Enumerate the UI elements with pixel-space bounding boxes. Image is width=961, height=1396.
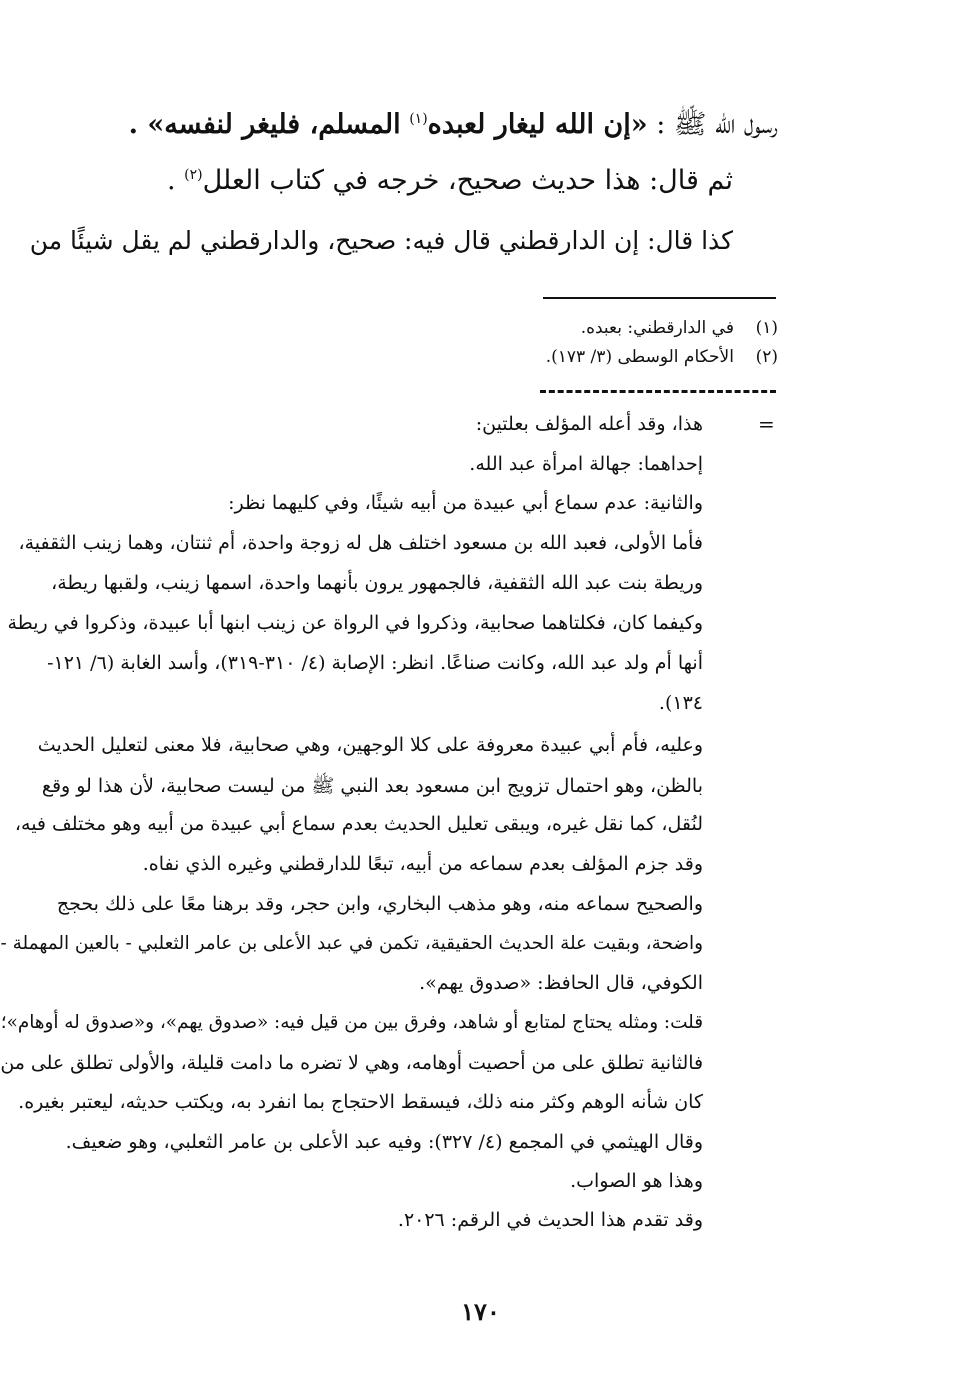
page-number: ١٧٠ <box>461 1297 500 1326</box>
commentary-line: والصحيح سماعه منه، وهو مذهب البخاري، وابن حجر، وقد برهنا معًا على ذلك بحجج <box>56 893 703 915</box>
commentary-line: وريطة بنت عبد الله الثقفية، فالجمهور يرون بأنهما واحدة، اسمها زينب، ولقبها ريطة، <box>51 572 703 594</box>
commentary-line: بالظن، وهو احتمال تزويج ابن مسعود بعد النبي ﷺ من ليست صحابية، لأن هذا لو وقع <box>41 775 703 797</box>
main-text-line-3 <box>30 226 733 255</box>
commentary-line: وقال الهيثمي في المجمع (٤/ ٣٢٧): وفيه عبد الأعلى بن عامر الثعلبي، وهو ضعيف. <box>65 1131 703 1153</box>
commentary-line: ١٣٤). <box>658 692 703 714</box>
line2-end: . <box>166 165 176 196</box>
footnote-2-text: الأحكام الوسطى (٣/ ١٧٣). <box>545 347 734 367</box>
commentary-line: وقد جزم المؤلف بعدم سماعه من أبيه، تبعًا للدارقطني وغيره الذي نفاه. <box>142 853 703 875</box>
commentary-line: إحداهما: جهالة امرأة عبد الله. <box>469 453 703 475</box>
commentary-line: لنُقل، كما نقل غيره، ويبقى تعليل الحديث بعدم سماع أبي عبيدة من أبيه وهو مختلف فيه، <box>14 813 703 835</box>
footnote-separator <box>543 297 776 299</box>
main-text-line-1 <box>129 107 778 147</box>
commentary-line: وعليه، فأم أبي عبيدة معروفة على كلا الوجهين، وهي صحابية، فلا معنى لتعليل الحديث <box>37 734 703 756</box>
footnote-1 <box>581 318 778 338</box>
footnote-2-number: (٢) <box>755 347 778 367</box>
line2-text: ثم قال: هذا حديث صحيح، خرجه في كتاب العلل <box>202 165 733 196</box>
commentary-line: فالثانية تطلق على من أحصيت أوهامه، وهي لا تضره ما دامت قليلة، والأولى تطلق على من <box>0 1052 703 1074</box>
line1-quote-end: المسلم، فليغر لنفسه» . <box>128 109 401 140</box>
continuation-mark: = <box>758 412 775 436</box>
commentary-line: وقد تقدم هذا الحديث في الرقم: ٢٠٢٦. <box>397 1209 703 1231</box>
line1-quote: «إن الله ليغار لعبده <box>427 109 648 140</box>
commentary-line: قلت: ومثله يحتاج لمتابع أو شاهد، وفرق بين من قيل فيه: «صدوق يهم»، و«صدوق له أوهام»؛ <box>0 1012 703 1033</box>
line3-text: كذا قال: إن الدارقطني قال فيه: صحيح، والدارقطني لم يقل شيئًا من <box>29 226 733 255</box>
commentary-line: وكيفما كان، فكلتاهما صحابية، وذكروا في الرواة عن زينب ابنها أبا عبيدة، وذكروا في ريطة <box>7 612 703 634</box>
commentary-line: الكوفي، قال الحافظ: «صدوق يهم». <box>419 972 703 994</box>
commentary-line: أنها أم ولد عبد الله، وكانت صناعًا. انظر: الإصابة (٤/ ٣١٠-٣١٩)، وأسد الغابة (٦/ ١٢١- <box>47 652 703 674</box>
footnote-ref-2: (٢) <box>184 167 203 183</box>
commentary-line: والثانية: عدم سماع أبي عبيدة من أبيه شيئًا، وفي كليهما نظر: <box>228 492 703 514</box>
commentary-separator <box>540 390 776 393</box>
commentary-line: واضحة، وبقيت علة الحديث الحقيقية، تكمن في عبد الأعلى بن عامر الثعلبي - بالعين المهملة - <box>0 933 703 954</box>
line1-prefix: رسول الله ﷺ : <box>656 109 778 140</box>
commentary-line: هذا، وقد أعله المؤلف بعلتين: <box>475 413 703 435</box>
footnote-1-text: في الدارقطني: بعبده. <box>580 318 734 338</box>
footnote-ref-1: (١) <box>409 111 428 127</box>
main-text-line-2 <box>167 165 733 196</box>
commentary-line: وهذا هو الصواب. <box>570 1170 703 1192</box>
commentary-line: كان شأنه الوهم وكثر منه ذلك، فيسقط الاحتجاج بما انفرد به، ويكتب حديثه، ليعتبر بغيره. <box>18 1091 703 1113</box>
footnote-1-number: (١) <box>755 318 778 338</box>
footnote-2 <box>546 347 778 367</box>
commentary-line: فأما الأولى، فعبد الله بن مسعود اختلف هل له زوجة واحدة، أم ثنتان، وهما زينب الثقفية، <box>18 532 703 554</box>
